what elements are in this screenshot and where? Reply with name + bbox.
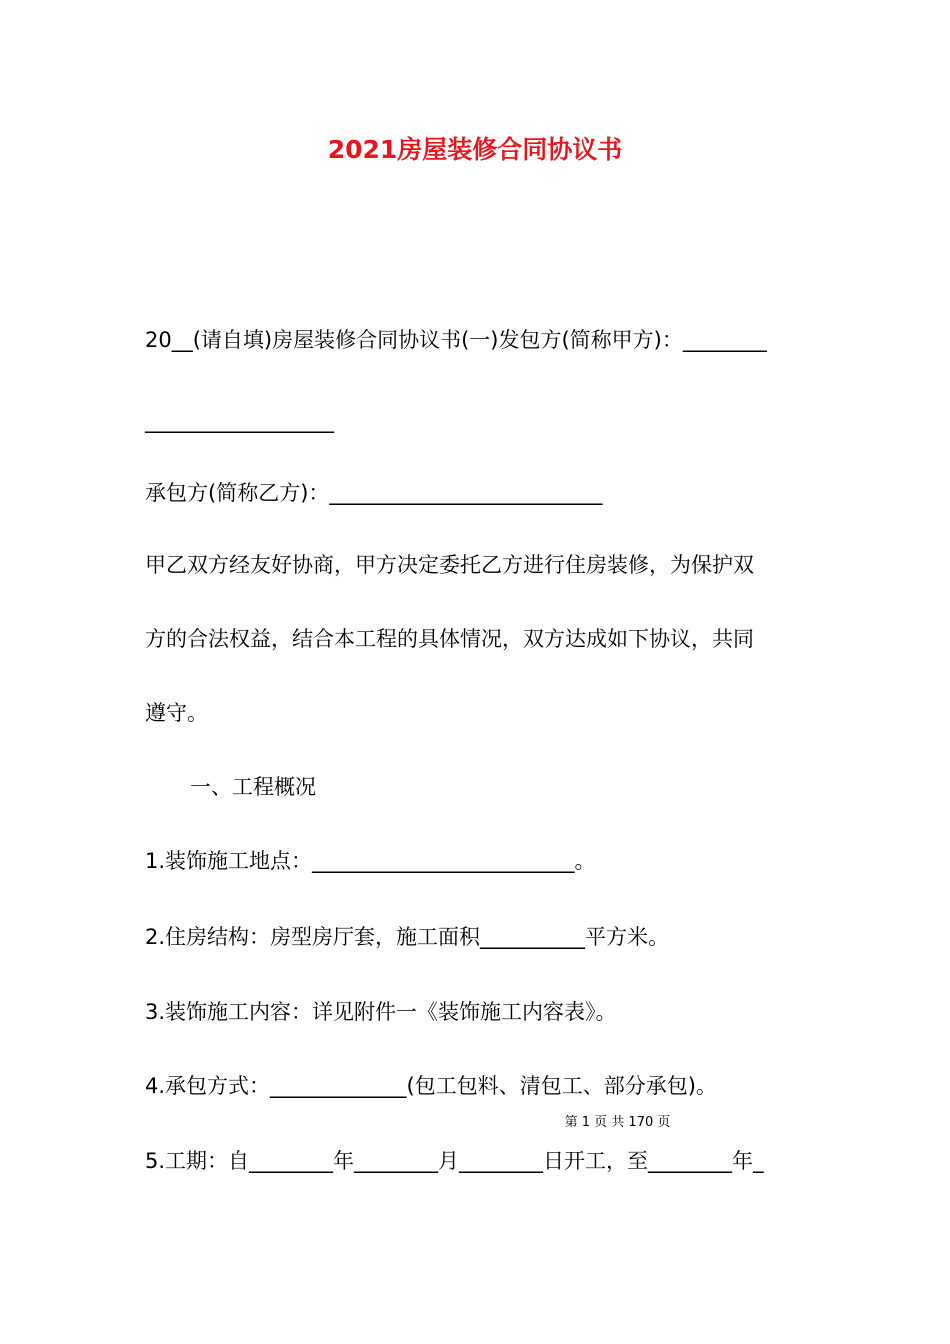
clause-4-contract-mode: 4.承包方式：_____________(包工包料、清包工、部分承包)。 bbox=[145, 1074, 717, 1098]
document-title: 2021房屋装修合同协议书 bbox=[327, 135, 623, 164]
party-a-line: 20__(请自填)房屋装修合同协议书(一)发包方(简称甲方)：________ bbox=[145, 328, 767, 352]
page-footer: 第 1 页 共 170 页 bbox=[564, 1115, 671, 1130]
party-b-line: 承包方(简称乙方)：__________________________ bbox=[145, 481, 603, 505]
party-a-blank-continuation: __________________ bbox=[145, 409, 334, 433]
clause-3-content: 3.装饰施工内容：详见附件一《装饰施工内容表》。 bbox=[145, 1000, 617, 1024]
clause-2-structure: 2.住房结构：房型房厅套，施工面积__________平方米。 bbox=[145, 925, 670, 949]
intro-paragraph-line-3: 遵守。 bbox=[145, 701, 208, 725]
intro-paragraph-line-1: 甲乙双方经友好协商，甲方决定委托乙方进行住房装修，为保护双 bbox=[145, 553, 754, 577]
section-heading-project-overview: 一、工程概况 bbox=[190, 775, 316, 799]
intro-paragraph-line-2: 方的合法权益，结合本工程的具体情况，双方达成如下协议，共同 bbox=[145, 627, 754, 651]
clause-1-location: 1.装饰施工地点：_________________________。 bbox=[145, 849, 596, 873]
clause-5-schedule: 5.工期：自________年________月________日开工，至________年_ bbox=[145, 1149, 764, 1173]
